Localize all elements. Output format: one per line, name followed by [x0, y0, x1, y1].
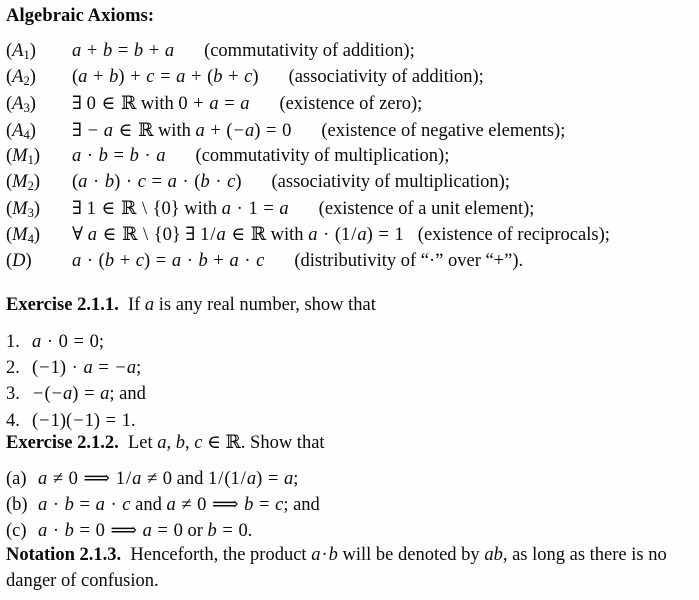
axiom-formula: ∃ 1 ∈ ℝ \ {0} with a · 1 = a — [72, 198, 289, 220]
axiom-description: (existence of negative elements); — [321, 120, 566, 141]
axiom-row — [6, 41, 696, 67]
axiom-description: (existence of a unit element); — [318, 199, 535, 220]
axiom-label: $(A_4)$ — [6, 120, 36, 142]
axiom-formula: (a + b) + c = a + (b + c) — [72, 67, 259, 88]
axiom-list — [6, 41, 696, 277]
list-marker: 4. — [6, 410, 20, 431]
axiom-formula: a + b = b + a — [72, 41, 175, 61]
list-text: a ≠ 0 ⟹ 1/a ≠ 0 and 1/(1/a) = a; — [38, 469, 299, 489]
list-marker: 1. — [6, 332, 20, 352]
exercise-212-body: Let a, b, c ∈ ℝ. Show that — [127, 432, 325, 453]
axiom-description: (commutativity of addition); — [204, 41, 415, 61]
axiom-label: $(A_3)$ — [6, 94, 36, 116]
axiom-row — [6, 120, 696, 146]
exercise-211-list — [6, 332, 606, 437]
axiom-row — [6, 251, 696, 277]
axiom-description: (existence of zero); — [279, 94, 423, 115]
list-item — [6, 384, 606, 410]
axiom-label: (D) — [6, 250, 32, 271]
list-marker: (c) — [6, 521, 27, 542]
axiom-formula: a · b = b · a — [72, 145, 166, 166]
list-marker: (b) — [6, 495, 28, 516]
axiom-formula: ∀ a ∈ ℝ \ {0} ∃ 1/a ∈ ℝ with a · (1/a) = 1 — [72, 224, 404, 246]
list-item — [6, 332, 606, 358]
axiom-label: $(M_3)$ — [6, 199, 41, 220]
list-text: (−1)(−1) = 1. — [32, 410, 136, 431]
axiom-row — [6, 93, 696, 119]
list-text: a · 0 = 0; — [32, 332, 104, 352]
exercise-212-heading — [6, 430, 694, 456]
notation-213-body: Henceforth, the product a·b will be denoted by ab, as long as there is no danger of confusion. — [6, 545, 667, 591]
list-item — [6, 494, 606, 520]
page-title: Algebraic Axioms: — [6, 6, 155, 26]
list-marker: (a) — [6, 469, 27, 489]
list-text: −(−a) = a; and — [33, 384, 146, 405]
axiom-description: (existence of reciprocals); — [417, 225, 610, 246]
axiom-formula: (a · b) · c = a · (b · c) — [72, 171, 242, 192]
list-marker: 3. — [6, 384, 20, 405]
axiom-row — [6, 198, 696, 224]
axiom-formula: ∃ 0 ∈ ℝ with 0 + a = a — [72, 93, 250, 115]
axiom-row — [6, 224, 696, 250]
list-text: (−1) · a = −a; — [32, 358, 142, 379]
axiom-description: (associativity of addition); — [288, 67, 484, 88]
list-text: a · b = a · c and a ≠ 0 ⟹ b = c; and — [38, 495, 320, 516]
notation-213 — [6, 542, 694, 594]
axiom-row — [6, 172, 696, 198]
axiom-label: $(M_4)$ — [6, 225, 41, 247]
exercise-211-heading — [6, 292, 694, 318]
axiom-description: (commutativity of multiplication); — [195, 145, 450, 166]
axiom-description: (associativity of multiplication); — [271, 171, 510, 192]
list-item — [6, 358, 606, 384]
axiom-label: $(M_2)$ — [6, 171, 41, 193]
list-text: a · b = 0 ⟹ a = 0 or b = 0. — [38, 521, 253, 542]
exercise-211-lead: Exercise 2.1.1. — [6, 295, 119, 315]
axiom-label: $(M_1)$ — [6, 145, 41, 167]
notation-213-lead: Notation 2.1.3. — [6, 545, 122, 565]
axiom-row — [6, 146, 696, 172]
list-item — [6, 468, 606, 494]
axiom-label: $(A_1)$ — [6, 41, 36, 62]
axiom-description: (distributivity of “·” over “+”). — [294, 250, 524, 271]
axiom-label: $(A_2)$ — [6, 67, 36, 88]
axiom-formula: a · (b + c) = a · b + a · c — [72, 250, 265, 271]
exercise-211-body: If a is any real number, show that — [127, 295, 376, 315]
list-marker: 2. — [6, 358, 20, 379]
axiom-formula: ∃ − a ∈ ℝ with a + (−a) = 0 — [72, 119, 292, 141]
exercise-212-lead: Exercise 2.1.2. — [6, 433, 119, 453]
exercise-212-list — [6, 468, 606, 547]
axiom-row — [6, 67, 696, 93]
